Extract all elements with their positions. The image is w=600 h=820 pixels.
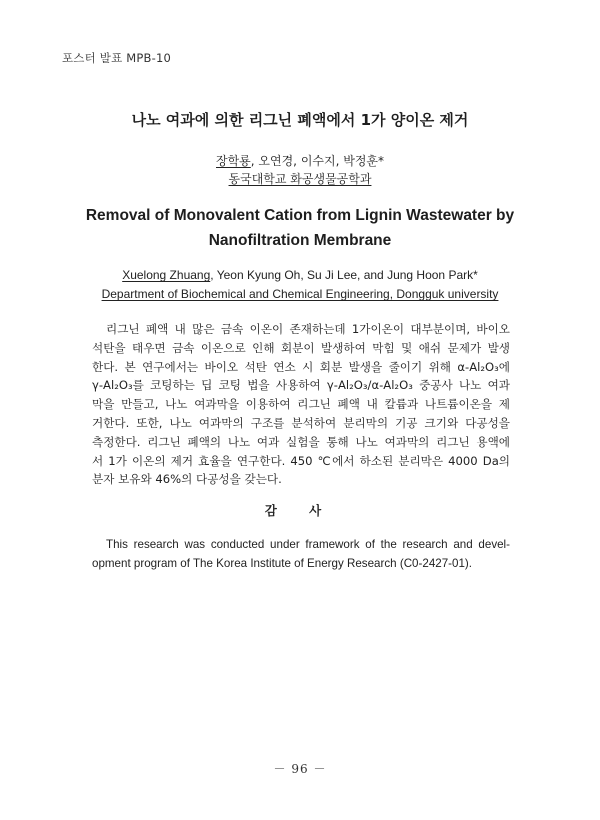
abstract-line: 한다. 본 연구에서는 바이오 석탄 연소 시 회분 발생을 줄이기 위해 α-Al₂O₃에 [92, 359, 510, 374]
english-title-line-1: Removal of Monovalent Cation from Lignin Wastewater by [85, 207, 515, 224]
abstract-line: 측정한다. 리그닌 폐액의 나노 여과 실험을 통해 나노 여과막의 리그닌 용액에 [92, 434, 510, 449]
abstract-line: 분자 보유와 46%의 다공성을 갖는다. [92, 472, 282, 487]
abstract-line: 석탄을 태우면 금속 이온으로 인해 회분이 발생하여 막힘 및 애쉬 문제가 발생 [92, 340, 510, 355]
english-title-line-2: Nanofiltration Membrane [208, 232, 392, 249]
acknowledgement-heading: 감 사 [264, 503, 336, 518]
page-number: － 96 － [273, 762, 327, 776]
abstract-line: 서 1가 이온의 제거 효율을 연구한다. 450 ℃에서 하소된 분리막은 4000 Da의 [92, 453, 510, 468]
session-label: 포스터 발표 MPB-10 [62, 51, 171, 65]
english-authors [0, 268, 600, 282]
abstract-line: 거한다. 또한, 나노 여과막의 구조를 분석하여 분리막의 기공 크기와 다공성을 [92, 415, 510, 430]
acknowledgement-line: This research was conducted under framework of the research and devel- [106, 538, 510, 551]
english-presenting-author: Xuelong Zhuang [122, 268, 211, 282]
abstract-line: 리그닌 폐액 내 많은 금속 이온이 존재하는데 1가이온이 대부분이며, 바이오 [106, 322, 510, 336]
korean-presenting-author: 장학룡 [216, 154, 251, 168]
abstract-line: γ-Al₂O₃를 코팅하는 딥 코팅 법을 사용하여 γ-Al₂O₃/α-Al₂O₃ 중공사 나노 여과 [92, 378, 510, 393]
korean-affiliation: 동국대학교 화공생물공학과 [228, 172, 372, 186]
korean-co-authors: , 오연경, 이수지, 박정훈* [250, 154, 384, 168]
english-title [60, 203, 540, 253]
abstract-body [92, 320, 510, 489]
korean-authors [0, 152, 600, 169]
acknowledgement-body [92, 536, 510, 574]
english-affiliation: Department of Biochemical and Chemical Engineering, Dongguk university [101, 287, 499, 301]
english-co-authors: , Yeon Kyung Oh, Su Ji Lee, and Jung Hoon Park* [210, 268, 478, 282]
korean-title: 나노 여과에 의한 리그닌 폐액에서 1가 양이온 제거 [131, 111, 469, 129]
acknowledgement-line: opment program of The Korea Institute of Energy Research (C0-2427-01). [92, 556, 473, 570]
abstract-line: 막을 만들고, 나노 여과막을 이용하여 리그닌 폐액 내 칼륨과 나트륨이온을 제 [92, 397, 510, 412]
